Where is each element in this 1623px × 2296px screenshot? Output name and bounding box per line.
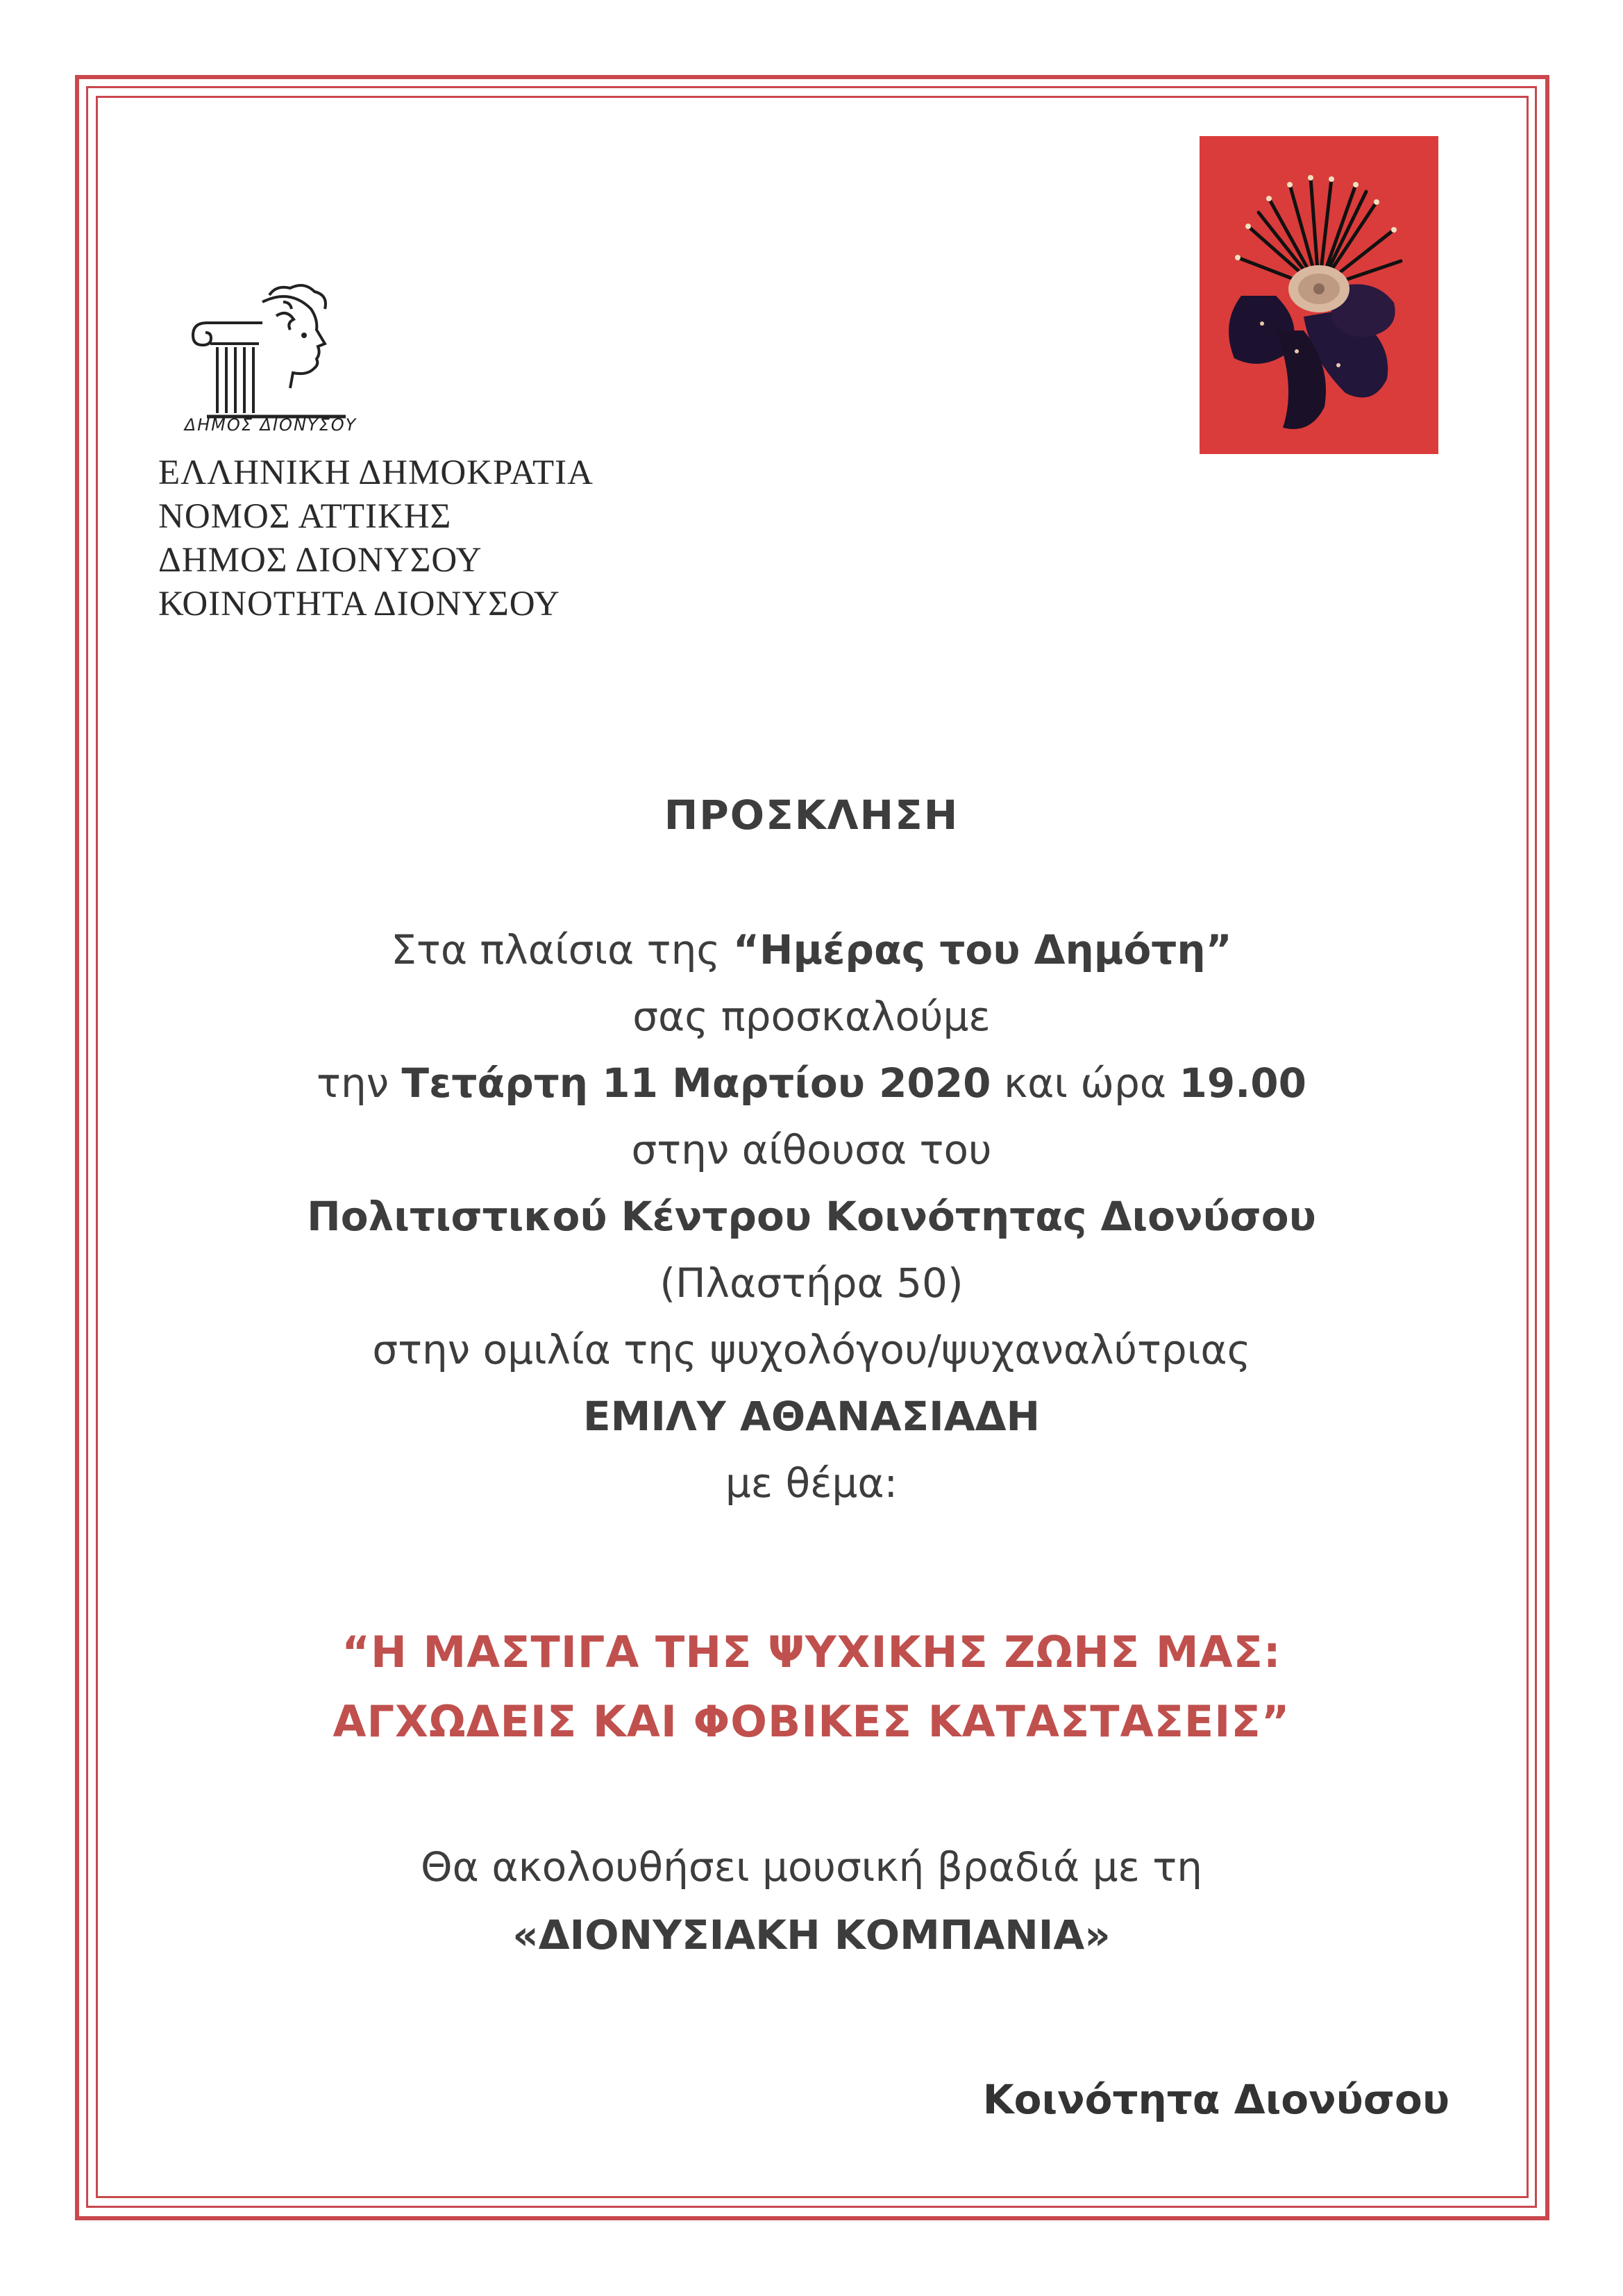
- org-line: ΚΟΙΝΟΤΗΤΑ ΔΙΟΝΥΣΟΥ: [158, 585, 560, 623]
- organization-header: [158, 451, 594, 626]
- body-line-1: Στα πλαίσια της “Ημέρας του Δημότη”: [391, 926, 1232, 973]
- body-line-7: στην ομιλία της ψυχολόγου/ψυχαναλύτριας: [372, 1326, 1251, 1373]
- band-name: «ΔΙΟΝΥΣΙΑΚΗ ΚΟΜΠΑΝΙΑ»: [512, 1911, 1111, 1959]
- closing-line: Θα ακολουθήσει μουσική βραδιά με τη: [421, 1843, 1202, 1891]
- signature: Κοινότητα Διονύσου: [982, 2076, 1449, 2123]
- body-line-date: την Τετάρτη 11 Μαρτίου 2020 και ώρα 19.00: [317, 1059, 1306, 1107]
- venue-address: (Πλαστήρα 50): [659, 1259, 964, 1307]
- speaker-name: ΕΜΙΛΥ ΑΘΑΝΑΣΙΑΔΗ: [582, 1393, 1041, 1440]
- invitation-heading: ΠΡΟΣΚΛΗΣΗ: [664, 791, 959, 839]
- org-line: ΝΟΜΟΣ ΑΤΤΙΚΗΣ: [158, 497, 452, 536]
- org-line: ΕΛΛΗΝΙΚΗ ΔΗΜΟΚΡΑΤΙΑ: [158, 453, 594, 492]
- body-line-9: με θέμα:: [725, 1459, 898, 1507]
- logo-caption: ΔΗΜΟΣ ΔΙΟΝΥΣΟΥ: [184, 415, 358, 435]
- invitation-body: [97, 916, 1526, 1516]
- org-line: ΔΗΜΟΣ ΔΙΟΝΥΣΟΥ: [158, 541, 482, 580]
- topic-line: ΑΓΧΩΔΕΙΣ ΚΑΙ ΦΟΒΙΚΕΣ ΚΑΤΑΣΤΑΣΕΙΣ”: [333, 1696, 1290, 1747]
- flower-photo: [1200, 136, 1438, 454]
- venue-name: Πολιτιστικού Κέντρου Κοινότητας Διονύσου: [307, 1193, 1316, 1240]
- closing-note: [97, 1833, 1526, 1969]
- body-line-2: σας προσκαλούμε: [632, 993, 991, 1040]
- topic-line: “Η ΜΑΣΤΙΓΑ ΤΗΣ ΨΥΧΙΚΗΣ ΖΩΗΣ ΜΑΣ:: [342, 1627, 1281, 1677]
- talk-topic: [97, 1618, 1526, 1757]
- body-line-4: στην αίθουσα του: [631, 1126, 992, 1173]
